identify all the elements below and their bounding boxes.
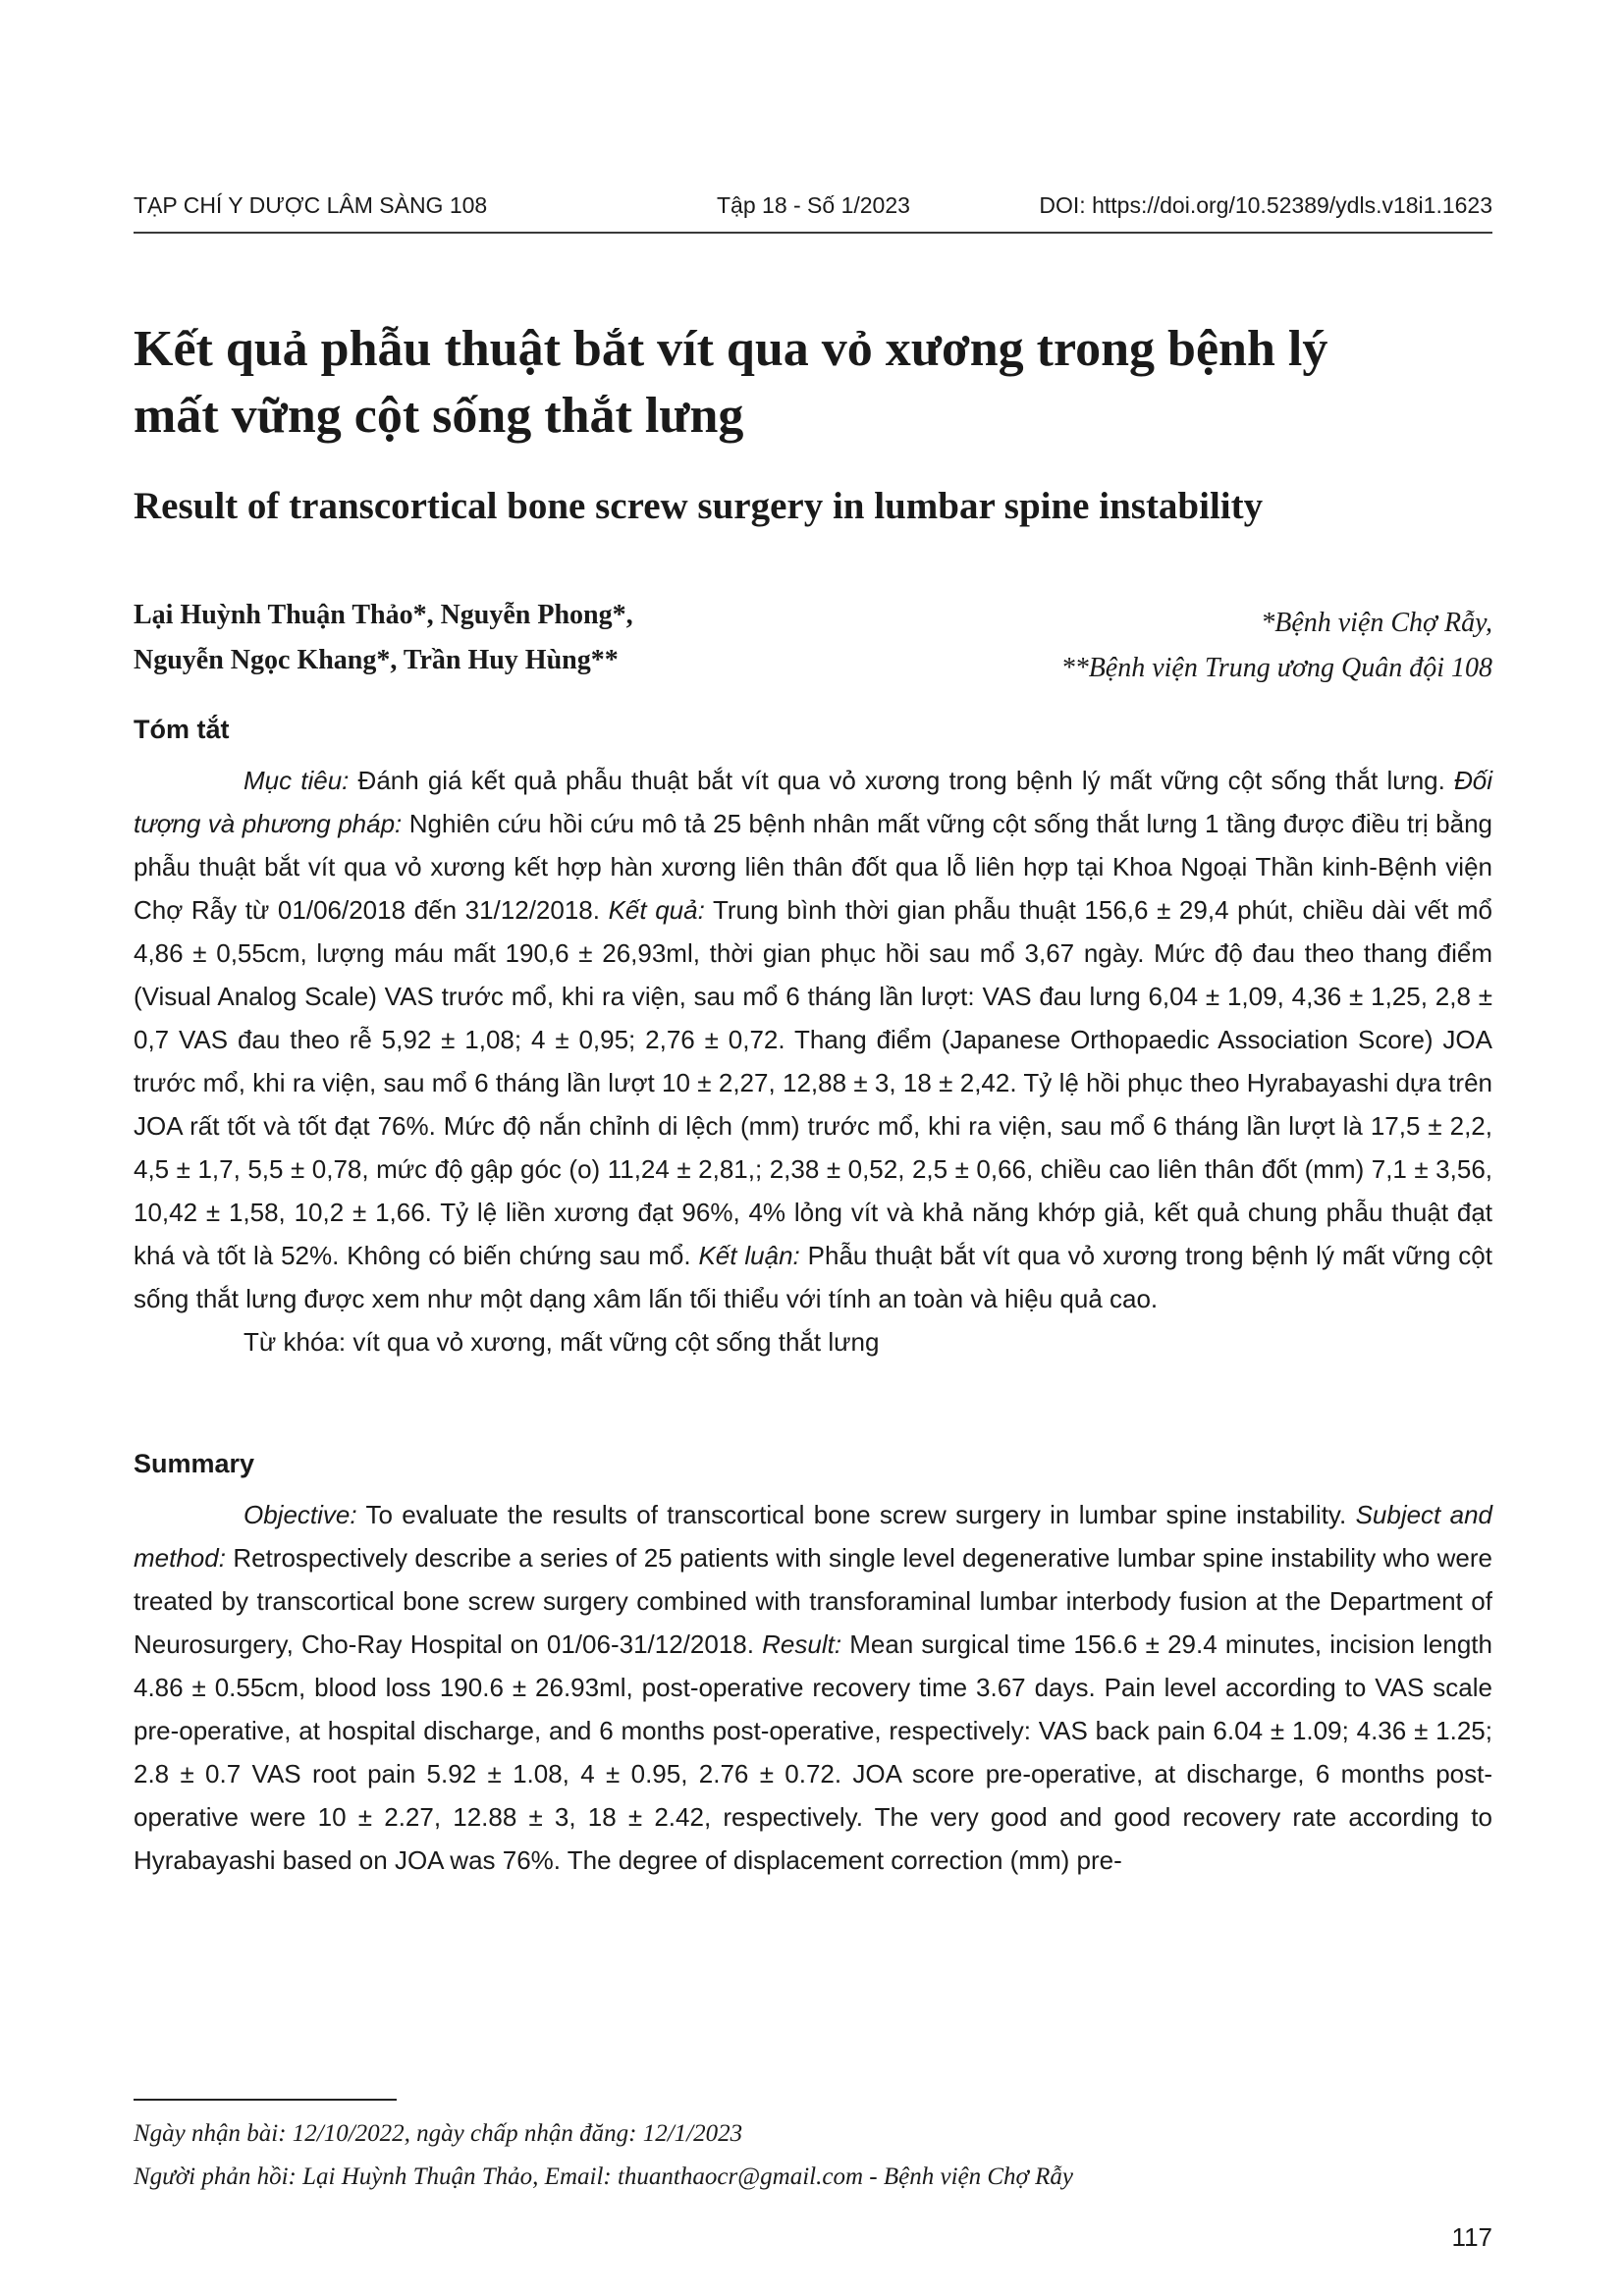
- label-objective: Mục tiêu:: [244, 766, 350, 795]
- affiliation-list: [864, 601, 1492, 691]
- header-divider: [134, 232, 1492, 234]
- text-method-en: Retrospectively describe a series of 25 patients with single level degenerative lumbar spine instability who were treated by transcortical bone screw surgery combined with transforaminal lumbar interbody fusion at the Department of Neurosurgery, Cho-Ray Hospital on 01/06-31/12/2018.: [134, 1543, 1492, 1659]
- abstract-english-body: [134, 1493, 1492, 1882]
- title-english: Result of transcortical bone screw surgery in lumbar spine instability: [134, 485, 1264, 527]
- author-list: [134, 593, 880, 683]
- heading-tom-tat: Tóm tắt: [134, 715, 230, 744]
- affiliation-line-1: *Bệnh viện Chợ Rẫy,: [1261, 608, 1492, 638]
- doi-link[interactable]: DOI: https://doi.org/10.52389/ydls.v18i1.1623: [1039, 192, 1492, 218]
- text-objective: Đánh giá kết quả phẫu thuật bắt vít qua vỏ xương trong bệnh lý mất vững cột sống thắt lưng.: [349, 766, 1454, 795]
- label-result: Kết quả:: [608, 895, 705, 925]
- text-result: Trung bình thời gian phẫu thuật 156,6 ± 29,4 phút, chiều dài vết mổ 4,86 ± 0,55cm, lượng máu mất 190,6 ± 26,93ml, thời gian phục hồi sau mổ 3,67 ngày. Mức độ đau theo thang điểm (Visual Analog Scale) VAS trước mổ, khi ra viện, sau mổ 6 tháng lần lượt: VAS đau lưng 6,04 ± 1,09, 4,36 ± 1,25, 2,8 ± 0,7 VAS đau theo rễ 5,92 ± 1,08; 4 ± 0,95; 2,76 ± 0,72. Thang điểm (Japanese Orthopaedic Association Score) JOA trước mổ, khi ra viện, sau mổ 6 tháng lần lượt 10 ± 2,27, 12,88 ± 3, 18 ± 2,42. Tỷ lệ hồi phục theo Hyrabayashi dựa trên JOA rất tốt và tốt đạt 76%. Mức độ nắn chỉnh di lệch (mm) trước mổ, khi ra viện, sau mổ 6 tháng lần lượt là 17,5 ± 2,2, 4,5 ± 1,7, 5,5 ± 0,78, mức độ gập góc (o) 11,24 ± 2,81,; 2,38 ± 0,52, 2,5 ± 0,66, chiều cao liên thân đốt (mm) 7,1 ± 3,56, 10,42 ± 1,58, 10,2 ± 1,66. Tỷ lệ liền xương đạt 96%, 4% lỏng vít và khả năng khớp giả, kết quả chung phẫu thuật đạt khá và tốt là 52%. Không có biến chứng sau mổ.: [134, 895, 1492, 1270]
- authors-line-2: Nguyễn Ngọc Khang*, Trần Huy Hùng**: [134, 645, 619, 675]
- heading-summary: Summary: [134, 1449, 255, 1478]
- affiliation-line-2: **Bệnh viện Trung ương Quân đội 108: [1060, 653, 1492, 683]
- label-conclusion: Kết luận:: [698, 1241, 800, 1270]
- footnote-divider: [134, 2099, 397, 2101]
- text-objective-en: To evaluate the results of transcortical bone screw surgery in lumbar spine instability.: [356, 1500, 1356, 1529]
- text-method: Nghiên cứu hồi cứu mô tả 25 bệnh nhân mất vững cột sống thắt lưng 1 tầng được điều trị bằng phẫu thuật bắt vít qua vỏ xương kết hợp hàn xương liên thân đốt qua lỗ liên hợp tại Khoa Ngoại Thần kinh-Bệnh viện Chợ Rẫy từ 01/06/2018 đến 31/12/2018.: [134, 809, 1492, 925]
- abstract-english: [134, 1493, 1492, 1882]
- footnote-received: Ngày nhận bài: 12/10/2022, ngày chấp nhận đăng: 12/1/2023: [134, 2120, 743, 2147]
- running-header: [134, 192, 1492, 222]
- keywords-vietnamese: Từ khóa: vít qua vỏ xương, mất vững cột sống thắt lưng: [244, 1327, 880, 1357]
- label-method-en: Subject and method:: [134, 1500, 1492, 1573]
- label-result-en: Result:: [762, 1629, 842, 1659]
- journal-name: TẠP CHÍ Y DƯỢC LÂM SÀNG 108: [134, 192, 488, 218]
- text-result-en: Mean surgical time 156.6 ± 29.4 minutes, incision length 4.86 ± 0.55cm, blood loss 190.6 ± 26.93ml, post-operative recovery time 3.67 days. Pain level according to VAS scale pre-operative, at hospital discharge, and 6 months post-operative, respectively: VAS back pain 6.04 ± 1.09; 4.36 ± 1.25; 2.8 ± 0.7 VAS root pain 5.92 ± 1.08, 4 ± 0.95, 2.76 ± 0.72. JOA score pre-operative, at discharge, 6 months post-operative were 10 ± 2.27, 12.88 ± 3, 18 ± 2.42, respectively. The very good and good recovery rate according to Hyrabayashi based on JOA was 76%. The degree of displacement correction (mm) pre-: [134, 1629, 1492, 1875]
- title-vietnamese: [134, 316, 1492, 450]
- title-vietnamese-line-1: Kết quả phẫu thuật bắt vít qua vỏ xương trong bệnh lý: [134, 321, 1328, 377]
- authors-line-1: Lại Huỳnh Thuận Thảo*, Nguyễn Phong*,: [134, 600, 633, 630]
- footnotes: [134, 2112, 1073, 2199]
- abstract-vietnamese-body: [134, 759, 1492, 1320]
- footnote-correspondence: Người phản hồi: Lại Huỳnh Thuận Thảo, Email: thuanthaocr@gmail.com - Bệnh viện Chợ Rẫy: [134, 2163, 1073, 2190]
- label-objective-en: Objective:: [244, 1500, 357, 1529]
- title-vietnamese-line-2: mất vững cột sống thắt lưng: [134, 388, 744, 444]
- text-conclusion: Phẫu thuật bắt vít qua vỏ xương trong bệnh lý mất vững cột sống thắt lưng được xem như một dạng xâm lấn tối thiểu với tính an toàn và hiệu quả cao.: [134, 1241, 1492, 1313]
- label-method: Đối tượng và phương pháp:: [134, 766, 1492, 838]
- abstract-vietnamese: [134, 759, 1492, 1363]
- journal-volume: Tập 18 - Số 1/2023: [717, 192, 910, 218]
- page-number: 117: [1451, 2222, 1492, 2252]
